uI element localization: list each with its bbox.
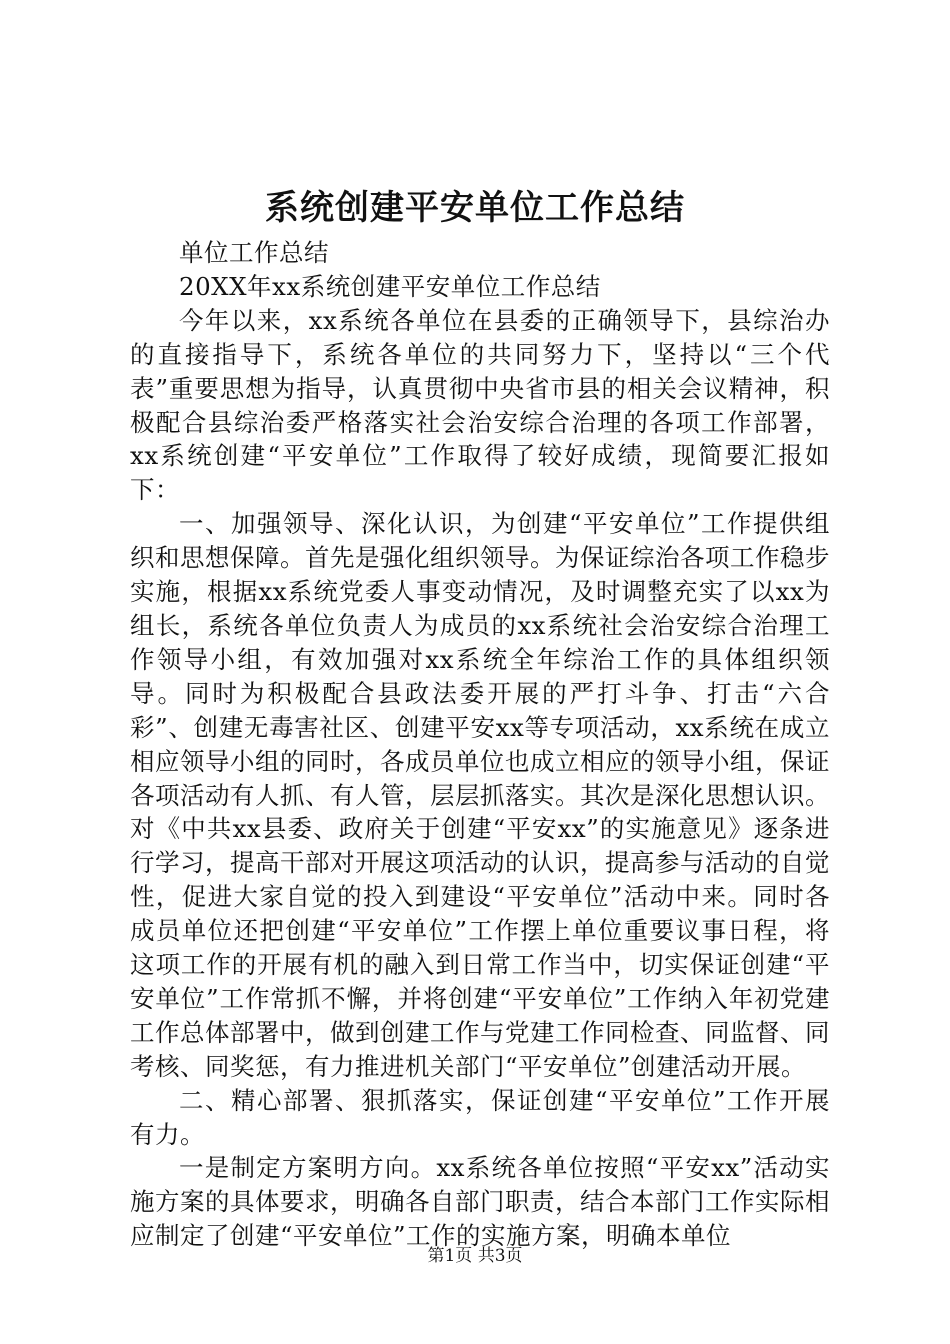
page-footer: 第1页 共3页 [427, 1246, 523, 1266]
paragraph-subtitle: 单位工作总结 [179, 238, 329, 267]
paragraph-heading: 20XX年xx系统创建平安单位工作总结 [179, 271, 601, 301]
document-title: 系统创建平安单位工作总结 [265, 188, 685, 228]
paragraph-item-one: 一是制定方案明方向。xx系统各单位按照“平安xx”活动实施方案的具体要求，明确各自部门职责，结合本部门工作实际相应制定了创建“平安单位”工作的实施方案，明确本单位 [130, 1153, 830, 1251]
paragraph-section-two: 二、精心部署、狠抓落实，保证创建“平安单位”工作开展有力。 [130, 1085, 830, 1149]
paragraph-intro: 今年以来，xx系统各单位在县委的正确领导下，县综治办的直接指导下，系统各单位的共同努力下，坚持以“三个代表”重要思想为指导，认真贯彻中央省市县的相关会议精神，积极配合县综治委严格落实社会治安综合治理的各项工作部署，xx系统创建“平安单位”工作取得了较好成绩，现简要汇报如下： [130, 305, 830, 505]
document-body [130, 236, 830, 1253]
paragraph-section-one: 一、加强领导、深化认识，为创建“平安单位”工作提供组织和思想保障。首先是强化组织领导。为保证综治各项工作稳步实施，根据xx系统党委人事变动情况，及时调整充实了以xx为组长，系统各单位负责人为成员的xx系统社会治安综合治理工作领导小组，有效加强对xx系统全年综治工作的具体组织领导。同时为积极配合县政法委开展的严打斗争、打击“六合彩”、创建无毒害社区、创建平安xx等专项活动，xx系统在成立相应领导小组的同时，各成员单位也成立相应的领导小组，保证各项活动有人抓、有人管，层层抓落实。其次是深化思想认识。对《中共xx县委、政府关于创建“平安xx”的实施意见》逐条进行学习，提高干部对开展这项活动的认识，提高参与活动的自觉性，促进大家自觉的投入到建设“平安单位”活动中来。同时各成员单位还把创建“平安单位”工作摆上单位重要议事日程，将这项工作的开展有机的融入到日常工作当中，切实保证创建“平安单位”工作常抓不懈，并将创建“平安单位”工作纳入年初党建工作总体部署中，做到创建工作与党建工作同检查、同监督、同考核、同奖惩，有力推进机关部门“平安单位”创建活动开展。 [130, 509, 830, 1081]
